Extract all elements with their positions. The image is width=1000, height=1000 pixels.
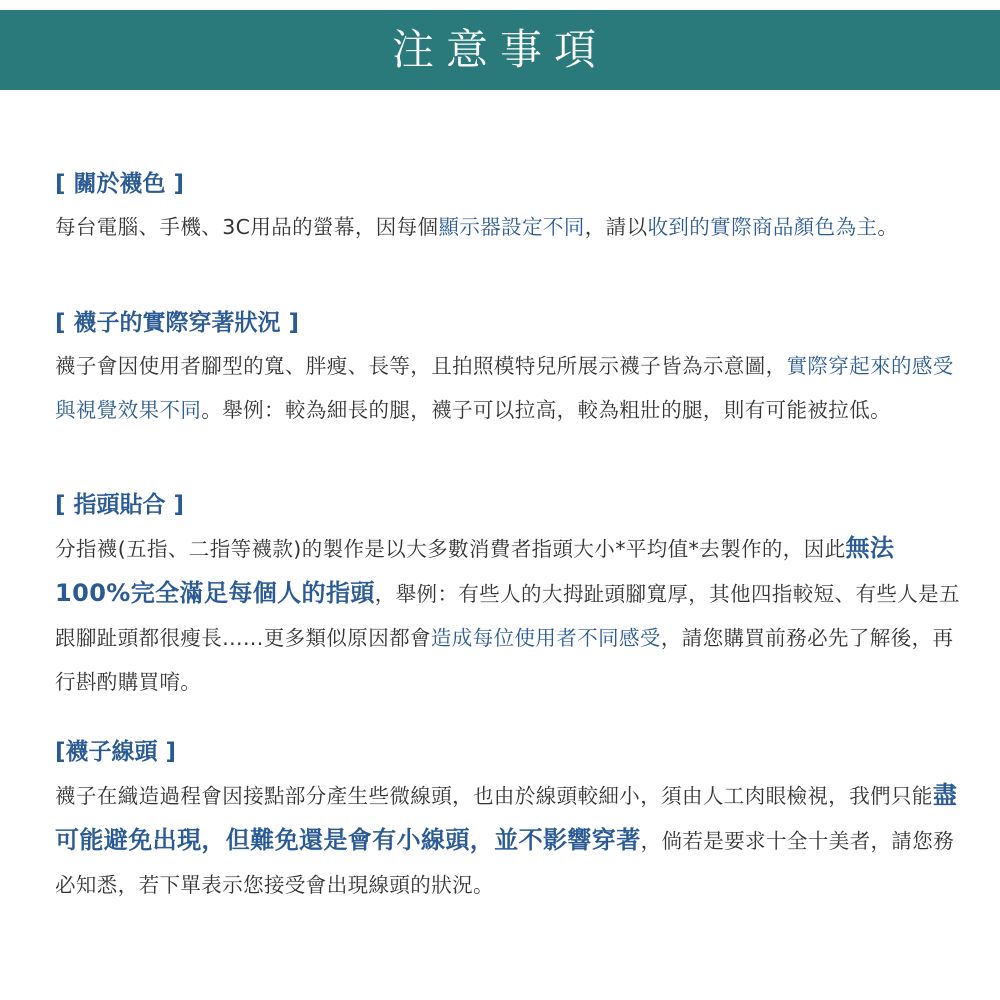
text-segment: 襪子在織造過程會因接點部分產生些微線頭，也由於線頭較細小，須由人工肉眼檢視，我們只能 [55,784,933,808]
section-body [55,526,965,704]
highlight-text: 實際穿起來的感受與視覺效果不同 [55,354,954,422]
text-segment: 。舉例：較為細長的腿，襪子可以拉高，較為粗壯的腿，則有可能被拉低。 [201,398,892,422]
text-segment: ，倘若是要求十全十美者，請您務必知悉，若下單表示您接受會出現線頭的狀況。 [55,829,955,897]
text-segment: ，請您購買前務必先了解後，再行斟酌購買唷。 [55,626,954,694]
section-heading: [ 指頭貼合 ] [55,492,185,518]
emphasis-text: 盡可能避免出現，但難免還是會有小線頭，並不影響穿著 [55,781,958,854]
section-heading: [ 襪子的實際穿著狀況 ] [55,310,300,336]
emphasis-text: 無法100%完全滿足每個人的指頭 [55,534,895,607]
section-body [55,344,965,432]
section-thread-ends [55,735,965,907]
highlight-text: 造成每位使用者不同感受 [430,626,661,650]
section-body [55,205,965,249]
section-heading: [ 關於襪色 ] [55,171,185,197]
text-segment: ，舉例：有些人的大拇趾頭腳寬厚，其他四指較短、有些人是五跟腳趾頭都很瘦長......更多類似原因都會 [55,582,960,650]
section-heading: [襪子線頭 ] [55,739,177,765]
section-sock-color [55,167,965,249]
section-toe-fit [55,488,965,704]
highlight-text: 顯示器設定不同 [438,215,585,239]
title-banner [0,10,1000,90]
section-body [55,773,965,907]
page-title: 注意事項 [391,25,608,74]
text-segment: 襪子會因使用者腳型的寬、胖瘦、長等，且拍照模特兒所展示襪子皆為示意圖， [55,354,787,378]
highlight-text: 收到的實際商品顏色為主 [647,215,878,239]
section-wearing [55,306,965,432]
text-segment: ，請以 [584,215,648,239]
text-segment: 每台電腦、手機、3C用品的螢幕，因每個 [55,215,439,239]
text-segment: 分指襪(五指、二指等襪款)的製作是以大多數消費者指頭大小*平均值*去製作的，因此 [55,537,846,561]
text-segment: 。 [877,215,899,239]
